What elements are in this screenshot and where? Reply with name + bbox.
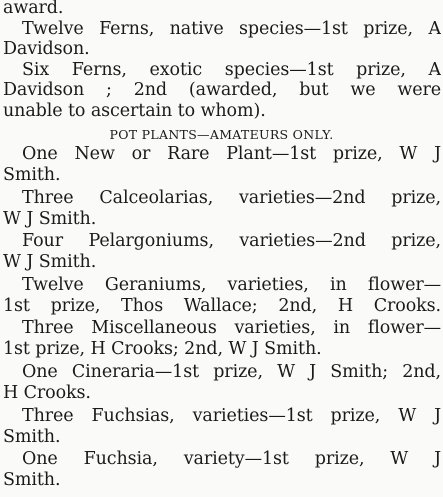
text-line-cineraria: One Cineraria—1st prize, W J Smith; 2nd, (22, 362, 441, 382)
text-line-smith-3: Smith. (3, 470, 61, 490)
text-line-award: award. (3, 0, 64, 18)
text-line-six-ferns: Six Ferns, exotic species—1st prize, A (22, 60, 441, 80)
text-line-wj-smith-1: W J Smith. (3, 209, 97, 229)
text-line-geraniums: Twelve Geraniums, varieties, in flower— (22, 275, 441, 295)
text-line-one-fuchsia: One Fuchsia, variety—1st prize, W J (22, 449, 441, 469)
text-line-calceolarias: Three Calceolarias, varieties—2nd prize, (22, 188, 441, 208)
text-line-smith-1: Smith. (3, 165, 61, 185)
text-line-wj-smith-2: W J Smith. (3, 252, 97, 272)
text-line-rare-plant: One New or Rare Plant—1st prize, W J (22, 144, 441, 164)
text-line-davidson-2nd: Davidson ; 2nd (awarded, but we were (3, 80, 441, 100)
text-line-crooks-smith: 1st prize, H Crooks; 2nd, W J Smith. (3, 339, 322, 359)
text-line-three-fuchsias: Three Fuchsias, varieties—1st prize, W J (22, 406, 441, 426)
text-line-smith-2: Smith. (3, 427, 61, 447)
text-line-wallace-crooks: 1st prize, Thos Wallace; 2nd, H Crooks. (3, 296, 441, 316)
text-line-h-crooks: H Crooks. (3, 383, 91, 403)
text-line-unable: unable to ascertain to whom). (3, 101, 266, 121)
text-line-miscellaneous: Three Miscellaneous varieties, in flower— (22, 318, 441, 338)
text-line-davidson: Davidson. (3, 39, 90, 59)
text-line-pelargoniums: Four Pelargoniums, varieties—2nd prize, (22, 231, 441, 251)
section-heading-pot-plants: POT PLANTS—AMATEURS ONLY. (109, 127, 334, 142)
text-line-twelve-ferns: Twelve Ferns, native species—1st prize, A (22, 19, 441, 39)
